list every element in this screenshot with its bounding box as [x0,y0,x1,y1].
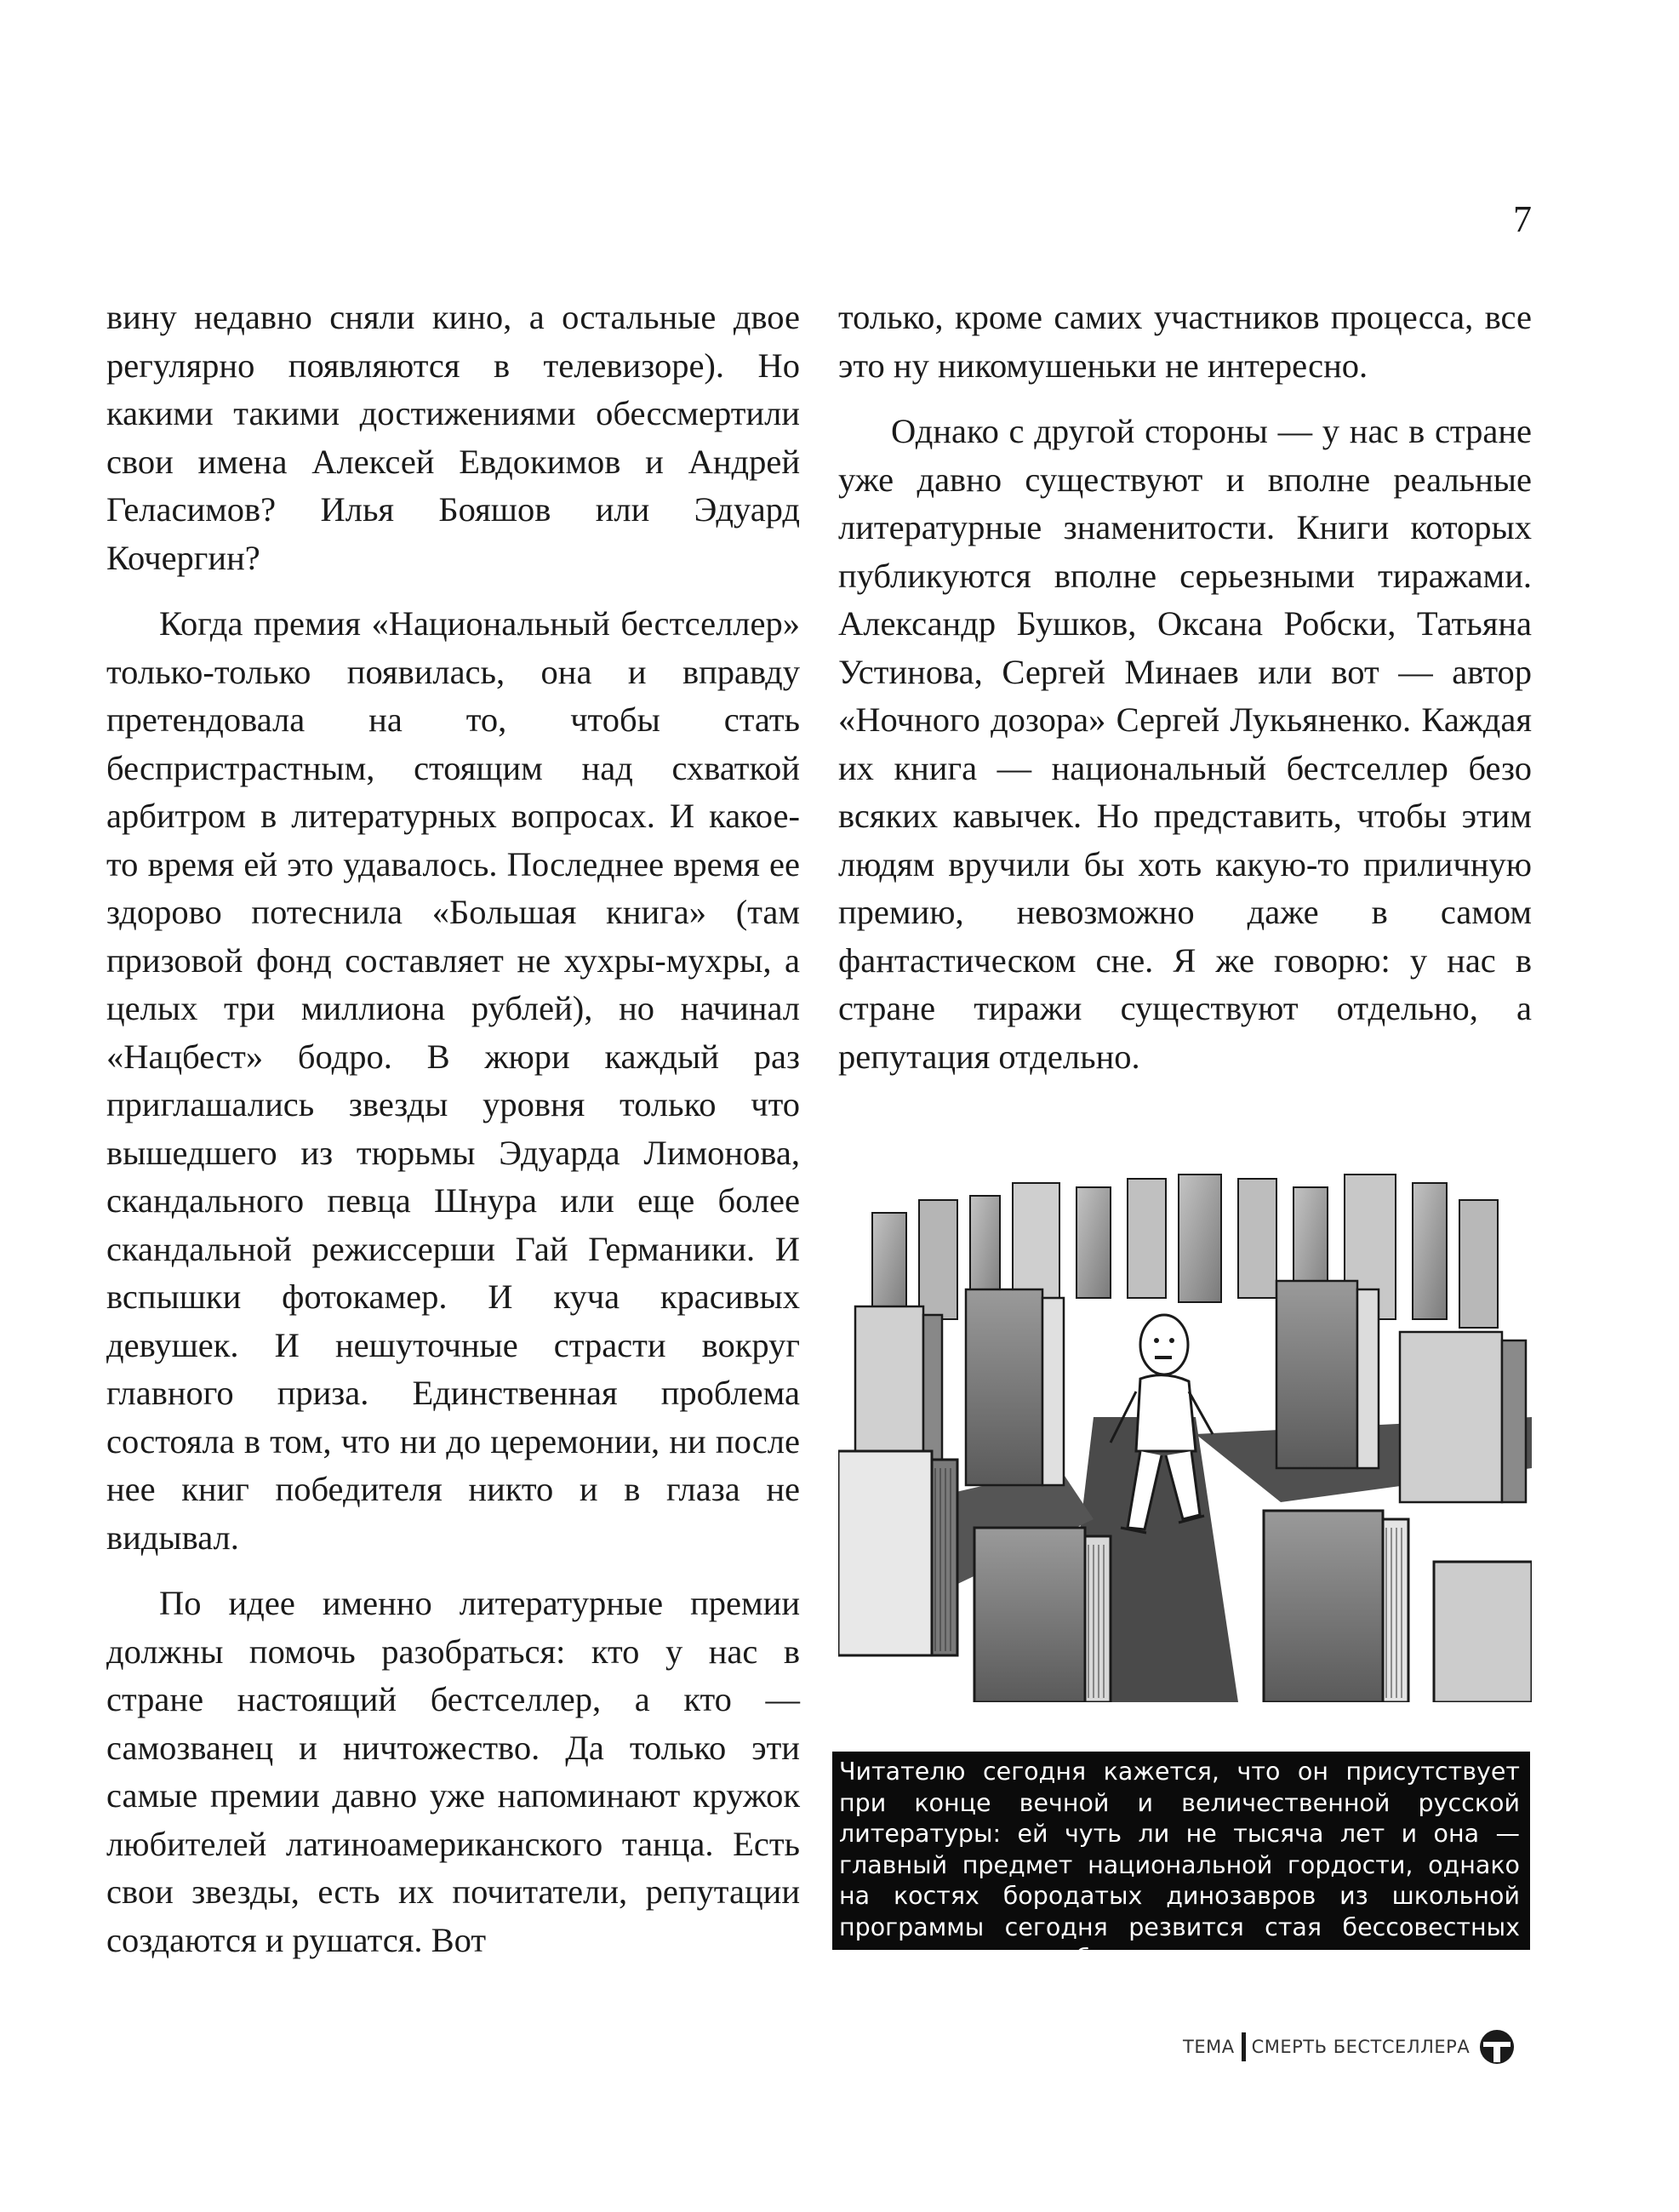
article-column-left [106,294,800,1982]
running-footer [1183,2026,1516,2068]
page-number: 7 [1513,198,1532,240]
paragraph: Когда премия «Национальный бестселлер» только-только появилась, она и вправду претендовала на то, чтобы стать беспристрастным, стоящим над схваткой арбитром в литературных вопросах. И какое-то время ей это удавалось. Последнее время ее здорово потеснила «Большая книга» (там призовой фонд составляет не хухры-мухры, а целых три миллиона рублей), но начинал «Нацбест» бодро. В жюри каждый раз приглашались звезды уровня только что вышедшего из тюрьмы Эдуарда Лимонова, скандального певца Шнура или еще более скандальной режиссерши Гай Германики. И вспышки фотокамер. И куча красивых девушек. И нешуточные страсти вокруг главного приза. Единственная проблема состояла в том, что ни до церемонии, ни после нее книг победителя никто и в глаза не видывал. [106,604,800,1557]
article-column-right [838,294,1532,1099]
footer-divider [1242,2032,1246,2061]
paragraph: Однако с другой стороны — у нас в стране уже давно существуют и вполне реальные литературные знаменитости. Книги которых публикуются вполне серьезными тиражами. Александр Бушков, Оксана Робски, Татьяна Устинова, Сергей Минаев или вот — автор «Ночного дозора» Сергей Лукьяненко. Каждая их книга — национальный бестселлер безо всяких кавычек. Но представить, чтобы этим людям вручили бы хоть какую-то приличную премию, невозможно даже в самом фантастическом сне. Я же говорю: у нас в стране тиражи существуют отдельно, а репутация отдельно. [838,412,1532,1076]
paragraph: По идее именно литературные премии должны помочь разобраться: кто у нас в стране настоящий бестселлер, а кто — самозванец и ничтожество. Да только эти самые премии давно уже напоминают кружок любителей латиноамериканского танца. Есть свои звезды, есть их почитатели, репутации создаются и рушатся. Вот [106,1584,800,1959]
magazine-logo-icon [1478,2028,1516,2066]
footer-section-label: ТЕМА [1183,2037,1235,2057]
book-maze-illustration [838,1162,1532,1702]
paragraph: вину недавно сняли кино, а остальные двое регулярно появляются в телевизоре). Но какими такими достижениями обессмертили свои имена Алексей Евдокимов и Андрей Геласимов? Илья Бояшов или Эдуард Кочергин? [106,298,800,577]
footer-topic-label: СМЕРТЬ БЕСТСЕЛЛЕРА [1251,2037,1471,2057]
image-caption: Читателю сегодня кажется, что он присутствует при конце вечной и величественной русской литературы: ей чуть ли не тысяча лет и она — главный предмет национальной гордости, однако на костях бородатых динозавров из школьной программы сегодня резвится стая бессовестных макак в пестрых обложках. [832,1752,1530,1950]
paragraph: только, кроме самих участников процесса, все это ну никомушеньки не интересно. [838,298,1532,385]
